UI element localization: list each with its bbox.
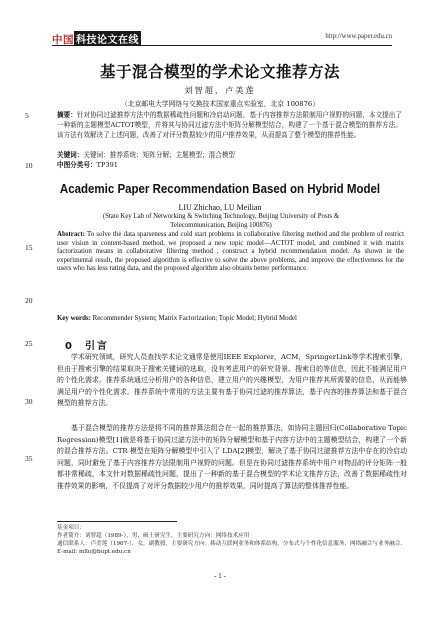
abstract-en: [57, 231, 404, 274]
page-header: [52, 33, 392, 46]
line-number: 10: [25, 161, 33, 170]
authors-zh: 刘智超，卢美莲: [184, 85, 256, 95]
footnote-author1: 作者简介：刘智超（1989-），男，硕士研究生，主要研究方向：网络技术应用: [57, 533, 250, 539]
keywords-text-en: Recommender System; Matrix Factorization; Topic Model; Hybrid Model: [92, 315, 297, 322]
keywords-zh: [57, 150, 402, 160]
affiliation-zh: （北京邮电大学网络与交换技术国家重点实验室，北京 100876）: [120, 100, 320, 108]
line-number: 25: [25, 339, 33, 348]
section-heading: [65, 337, 109, 352]
line-number: 20: [25, 296, 33, 305]
logo-part-china: 中国: [52, 34, 74, 46]
abstract-label-en: Abstract:: [57, 231, 85, 238]
page-number: - 1 -: [214, 572, 226, 580]
abstract-text-en: To solve the data sparseness and cold start problems in collaborative filtering method and the problem of restrict user vision in content-based method, we proposed a new topic model—ACTOT model, and combined it with matrix factorization means in collaborative filtering method , construct a hybrid recommendation model. As shown in the experimental result, the proposed algorithm is effective to solve the above problems, and improve the effectiveness for the users who has less rating data, and the proposed algorithm also obtains better performance.: [57, 231, 404, 273]
keywords-en: [57, 315, 404, 322]
keywords-text-zh: 关键词：推荐系统；矩阵分解；主题模型；混合模型: [83, 151, 236, 159]
clc-zh: [57, 160, 402, 170]
section-title: 引言: [84, 341, 109, 352]
footnote-divider: [57, 521, 177, 522]
footnote: [57, 524, 407, 556]
line-number: 35: [25, 454, 33, 463]
paper-title-en: Academic Paper Recommendation Based on Hybrid Model: [59, 182, 381, 196]
affiliation-en: (State Key Lab of Networking & Switching Technology, Beijing University of Posts & Telecommunication, Beijing 100876): [102, 213, 340, 229]
abstract-label-zh: 摘要：: [57, 111, 77, 119]
line-number: 15: [25, 243, 33, 252]
authors-en: LIU Zhichao, LU Meilian: [178, 203, 262, 212]
footnote-author2: 通信联系人：卢美莲（1967-），女，副教授，主要研究方向：移动互联网业务和体系结构，分布式与个性化信息服务，网络融合与业务融合. E-mail: mllu@bupt.edu.cn: [57, 541, 403, 555]
footnote-funding: 基金项目：: [57, 525, 85, 531]
journal-logo: [52, 31, 141, 47]
clc-label: 中图分类号：: [57, 161, 97, 169]
intro-paragraph-2: 基于混合模型的推荐方法是将不同的推荐算法组合在一起的推荐算法，如协同主题回归(Collaborative Topic Regression)模型[1]就是将基于协同过滤方法中的矩阵分解模型和基于内容方法中的主题模型结合，构建了一个新的混合推荐方法。CTR 模型在矩阵分解模型中引入了 LDA[2]模型，解决了基于协同过滤推荐方法中存在的冷启动问题，同时避免了基于内容推荐方法限制用户视野的问题。但是在协同过滤推荐系统中用户对物品的评分矩阵一般都非常稀疏，本文针对数据稀疏性问题，提出了一种新的基于混合模型的学术论文推荐方法，改善了数据稀疏性对推荐效果的影响，不仅提高了对评分数据较少用户的推荐效果，同时提高了算法的整体推荐性能。: [57, 424, 407, 490]
header-url[interactable]: http://www.paper.edu.cn: [325, 33, 392, 40]
intro-paragraph-1: 学术研究领域，研究人员查找学术论文通常是使用IEEE Explorer，ACM，SpringerLink等学术搜索引擎，但由于搜索引擎的结果取决于搜索关键词的选取，没有考虑用户的研究背景、搜索目的等信息，因此不能满足用户的个性化需求。推荐系统通过分析用户的各种信息，建立用户的兴趣模型，为用户推荐其所需要的信息，从而能够满足用户的个性化需求。推荐系统中常用的方法主要有基于协同过滤的推荐算法，基于内容的推荐算法和基于混合模型的推荐方法。: [57, 353, 407, 408]
section-number: 0: [65, 341, 74, 352]
paper-title-zh: 基于混合模型的学术论文推荐方法: [99, 63, 340, 81]
line-number: 5: [25, 111, 29, 120]
abstract-zh: [57, 110, 402, 140]
logo-part-title: 科技论文在线: [74, 31, 141, 46]
clc-value: TP391: [96, 161, 118, 169]
abstract-text-zh: 针对协同过滤推荐方法中的数据稀疏性问题和冷启动问题，基于内容推荐方法限制用户视野的问题，本文提出了一种新的主题模型ACTOT模型，并将其与协同过滤方法中矩阵分解模型结合，构建了一个基于混合模型的推荐方法。该方法有效解决了上述问题，改善了对评分数据较少的用户推荐效果，从而提高了整个模型的推荐性能。: [57, 111, 402, 139]
keywords-label-en: Key words:: [57, 315, 91, 322]
keywords-label-zh: 关键词：: [57, 151, 84, 159]
line-number: 30: [25, 397, 33, 406]
